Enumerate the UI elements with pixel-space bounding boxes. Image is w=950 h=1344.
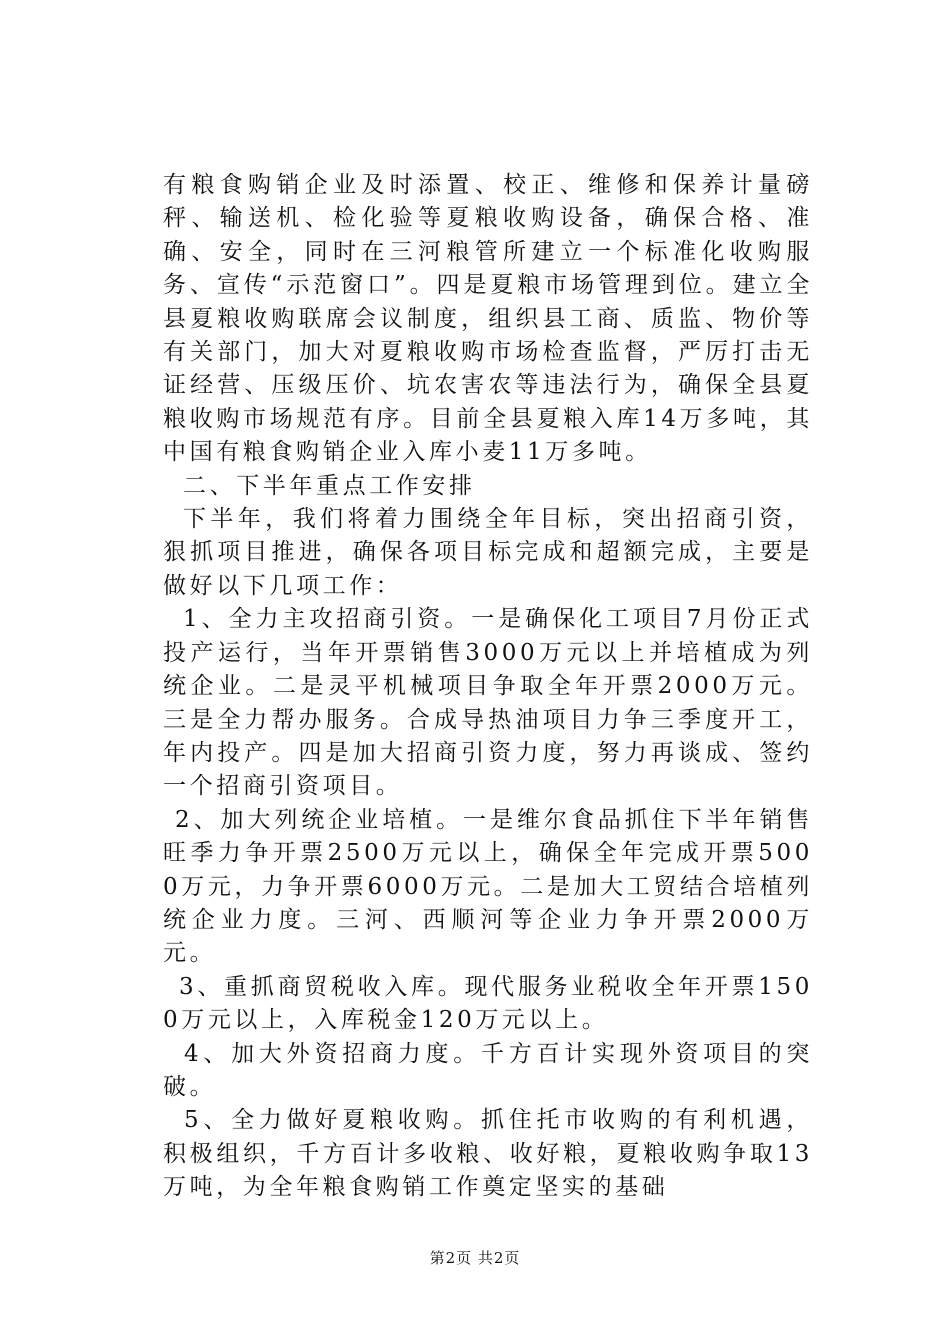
paragraph-item-2-enterprises: 2、加大列统企业培植。一是维尔食品抓住下半年销售旺季力争开票2500万元以上，确保全年完成开票5000万元，力争开票6000万元。二是加大工贸结合培植列统企业力度。三河、西顺河等企业力争开票2000万元。 bbox=[163, 806, 813, 967]
paragraph-second-half-intro: 下半年，我们将着力围绕全年目标，突出招商引资，狠抓项目推进，确保各项目标完成和超额完成，主要是做好以下几项工作： bbox=[163, 506, 813, 599]
paragraph-item-3-tax: 3、重抓商贸税收入库。现代服务业税收全年开票1500万元以上，入库税金120万元以上。 bbox=[163, 973, 813, 1034]
section-heading-second-half-plan: 二、下半年重点工作安排 bbox=[183, 472, 476, 499]
paragraph-item-4-foreign-investment: 4、加大外资招商力度。千方百计实现外资项目的突破。 bbox=[163, 1040, 813, 1100]
paragraph-item-1-investment: 1、全力主攻招商引资。一是确保化工项目7月份正式投产运行，当年开票销售3000万元以上并培植成为列统企业。二是灵平机械项目争取全年开票2000万元。三是全力帮办服务。合成导热油项目力争三季度开工，年内投产。四是加大招商引资力度，努力再谈成、签约一个招商引资项目。 bbox=[163, 606, 813, 800]
document-body bbox=[163, 169, 813, 1205]
paragraph-item-5-grain-purchase: 5、全力做好夏粮收购。抓住托市收购的有利机遇，积极组织，千方百计多收粮、收好粮，夏粮收购争取13万吨，为全年粮食购销工作奠定坚实的基础 bbox=[163, 1107, 813, 1201]
page-number-footer: 第2页 共2页 bbox=[429, 1249, 521, 1267]
paragraph-grain-purchase-continued: 有粮食购销企业及时添置、校正、维修和保养计量磅秤、输送机、检化验等夏粮收购设备，确保合格、准确、安全，同时在三河粮管所建立一个标准化收购服务、宣传“示范窗口”。四是夏粮市场管理到位。建立全县夏粮收购联席会议制度，组织县工商、质监、物价等有关部门，加大对夏粮收购市场检查监督，严厉打击无证经营、压级压价、坑农害农等违法行为，确保全县夏粮收购市场规范有序。目前全县夏粮入库14万多吨，其中国有粮食购销企业入库小麦11万多吨。 bbox=[163, 172, 813, 466]
